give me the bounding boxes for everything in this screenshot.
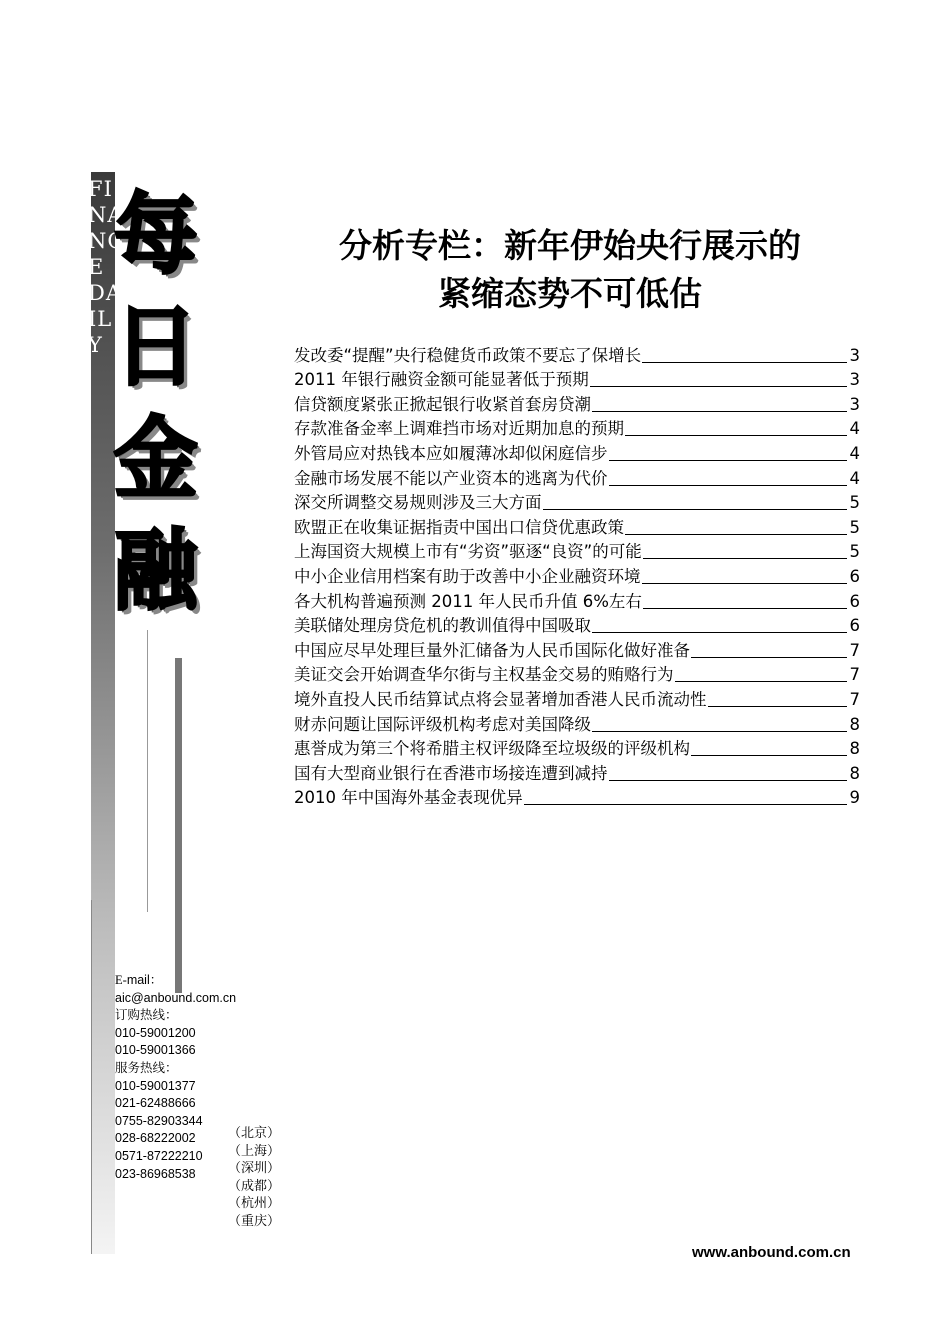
toc-entry-title: 财赤问题让国际评级机构考虑对美国降级	[294, 714, 591, 734]
masthead-latin-line: FI	[88, 177, 113, 201]
decorative-line	[91, 900, 92, 1254]
toc-leader-line	[592, 411, 847, 412]
toc-leader-line	[708, 706, 848, 707]
masthead-latin-line: IL	[88, 307, 113, 331]
toc-entry-title: 美联储处理房贷危机的教训值得中国吸取	[294, 616, 591, 636]
website-link[interactable]: www.anbound.com.cn	[692, 1244, 851, 1261]
toc-entry-page: 3	[849, 345, 860, 365]
toc-entry-title: 深交所调整交易规则涉及三大方面	[294, 493, 542, 513]
toc-entry[interactable]	[294, 563, 860, 588]
toc-entry-page: 8	[849, 714, 860, 734]
toc-entry-title: 上海国资大规模上市有“劣资”驱逐“良资”的可能	[294, 542, 642, 562]
toc-entry-title: 发改委“提醒”央行稳健货币政策不要忘了保增长	[294, 345, 642, 365]
email-address[interactable]: aic@anbound.com.cn	[115, 990, 237, 1005]
toc-entry[interactable]	[294, 514, 860, 539]
city: （深圳）	[228, 1161, 281, 1177]
email-word: mail	[126, 973, 150, 987]
toc-entry[interactable]	[294, 711, 860, 736]
toc-entry[interactable]	[294, 367, 860, 392]
toc-entry[interactable]	[294, 736, 860, 761]
toc-entry-title: 中国应尽早处理巨量外汇储备为人民币国际化做好准备	[294, 640, 690, 660]
toc-entry-title: 境外直投人民币结算试点将会显著增加香港人民币流动性	[294, 689, 707, 709]
toc-entry[interactable]	[294, 662, 860, 687]
toc-entry-page: 5	[849, 517, 860, 537]
toc-leader-line	[691, 657, 847, 658]
service-phone: 010-59001377	[115, 1078, 196, 1093]
toc-entry-page: 5	[849, 493, 860, 513]
toc-leader-line	[643, 558, 847, 559]
toc-entry-page: 3	[849, 394, 860, 414]
masthead-char: 日	[114, 294, 198, 398]
masthead-char: 融	[114, 518, 198, 622]
email-label	[115, 972, 285, 990]
toc-entry-page: 9	[849, 788, 860, 808]
masthead-latin-line: NC	[88, 229, 125, 253]
masthead-title	[114, 178, 209, 626]
toc-entry-page: 6	[849, 566, 860, 586]
service-hotline-label: 服务热线：	[115, 1060, 178, 1075]
masthead-latin-line: DA	[88, 281, 123, 305]
table-of-contents	[294, 342, 860, 809]
toc-leader-line	[625, 435, 847, 436]
toc-entry-page: 6	[849, 591, 860, 611]
toc-leader-line	[590, 386, 847, 387]
toc-entry-page: 8	[849, 763, 860, 783]
masthead-latin-line: Y	[88, 333, 103, 357]
toc-leader-line	[643, 608, 847, 609]
toc-entry-title: 2010 年中国海外基金表现优异	[294, 788, 523, 808]
toc-entry[interactable]	[294, 539, 860, 564]
toc-entry-title: 各大机构普遍预测 2011 年人民币升值 6%左右	[294, 591, 642, 611]
toc-entry-page: 5	[849, 542, 860, 562]
toc-entry[interactable]	[294, 613, 860, 638]
toc-entry-title: 国有大型商业银行在香港市场接连遭到减持	[294, 763, 608, 783]
toc-leader-line	[642, 362, 847, 363]
service-phone: 023-86968538	[115, 1166, 196, 1181]
toc-leader-line	[592, 731, 847, 732]
masthead-latin-line: NA	[88, 203, 124, 227]
order-phone: 010-59001366	[115, 1043, 196, 1058]
toc-entry-title: 2011 年银行融资金额可能显著低于预期	[294, 370, 589, 390]
toc-entry[interactable]	[294, 342, 860, 367]
city-list	[228, 1125, 280, 1231]
toc-entry-page: 8	[849, 739, 860, 759]
toc-entry[interactable]	[294, 785, 860, 810]
order-hotline-label: 订购热线：	[115, 1008, 178, 1023]
service-phone: 021-62488666	[115, 1096, 196, 1111]
toc-leader-line	[592, 632, 847, 633]
toc-entry-title: 惠誉成为第三个将希腊主权评级降至垃圾级的评级机构	[294, 739, 690, 759]
toc-entry-title: 存款准备金率上调难挡市场对近期加息的预期	[294, 419, 624, 439]
toc-leader-line	[625, 534, 847, 535]
toc-entry-page: 7	[849, 665, 860, 685]
decorative-line	[147, 630, 148, 912]
city: （上海）	[228, 1143, 281, 1159]
toc-entry[interactable]	[294, 440, 860, 465]
order-phone: 010-59001200	[115, 1025, 196, 1040]
toc-entry[interactable]	[294, 490, 860, 515]
toc-entry[interactable]	[294, 588, 860, 613]
toc-entry[interactable]	[294, 760, 860, 785]
toc-entry-page: 3	[849, 370, 860, 390]
toc-entry-title: 中小企业信用档案有助于改善中小企业融资环境	[294, 566, 641, 586]
toc-entry[interactable]	[294, 465, 860, 490]
masthead-char: 每	[114, 182, 198, 286]
toc-leader-line	[691, 755, 847, 756]
email-colon: ：	[149, 973, 163, 987]
toc-leader-line	[675, 681, 848, 682]
city: （北京）	[228, 1126, 281, 1141]
toc-entry-page: 4	[849, 468, 860, 488]
email-prefix: E-	[115, 973, 127, 987]
toc-entry-page: 6	[849, 616, 860, 636]
toc-leader-line	[524, 804, 847, 805]
page-title	[285, 222, 855, 318]
toc-entry[interactable]	[294, 686, 860, 711]
toc-entry-page: 4	[849, 419, 860, 439]
masthead-latin-line: E	[88, 255, 105, 279]
service-phone: 0755-82903344	[115, 1113, 203, 1128]
toc-entry[interactable]	[294, 416, 860, 441]
toc-entry-title: 外管局应对热钱本应如履薄冰却似闲庭信步	[294, 443, 608, 463]
toc-entry-title: 信贷额度紧张正掀起银行收紧首套房贷潮	[294, 394, 591, 414]
toc-entry[interactable]	[294, 391, 860, 416]
city: （重庆）	[228, 1213, 281, 1229]
toc-entry-page: 4	[849, 443, 860, 463]
city: （杭州）	[228, 1196, 281, 1212]
toc-leader-line	[642, 583, 848, 584]
service-phone: 028-68222002	[115, 1131, 196, 1146]
toc-leader-line	[609, 460, 848, 461]
toc-leader-line	[609, 780, 848, 781]
city: （成都）	[228, 1178, 281, 1194]
toc-entry-page: 7	[849, 640, 860, 660]
toc-entry-page: 7	[849, 689, 860, 709]
toc-entry-title: 美证交会开始调查华尔街与主权基金交易的贿赂行为	[294, 665, 674, 685]
service-phone: 0571-87222210	[115, 1148, 203, 1163]
toc-entry-title: 欧盟正在收集证据指责中国出口信贷优惠政策	[294, 517, 624, 537]
toc-leader-line	[609, 485, 848, 486]
title-line-1: 分析专栏：新年伊始央行展示的	[339, 226, 801, 265]
title-line-2: 紧缩态势不可低估	[438, 274, 702, 313]
toc-leader-line	[543, 509, 848, 510]
toc-entry-title: 金融市场发展不能以产业资本的逃离为代价	[294, 468, 608, 488]
masthead-char: 金	[114, 406, 198, 510]
decorative-line	[175, 658, 182, 993]
toc-entry[interactable]	[294, 637, 860, 662]
